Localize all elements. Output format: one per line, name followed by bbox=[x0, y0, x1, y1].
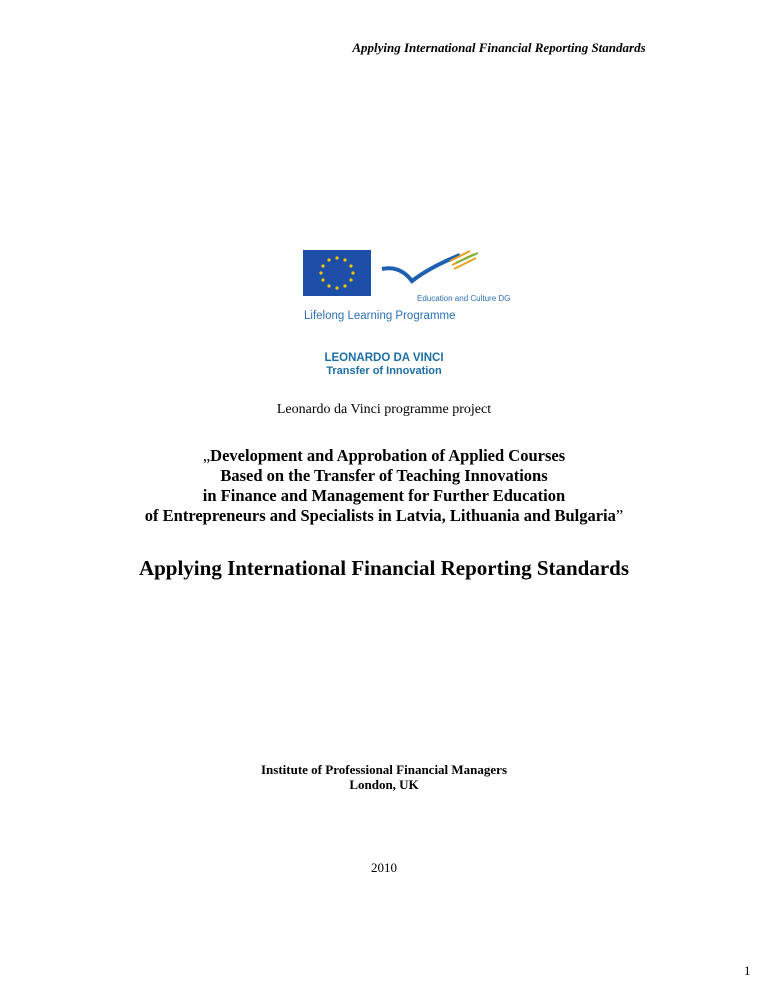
programme-name: LEONARDO DA VINCI bbox=[324, 352, 444, 364]
main-title: Applying International Financial Reporting Standards bbox=[138, 556, 630, 580]
page-number: 1 bbox=[744, 963, 751, 978]
lifelong-learning-logo bbox=[300, 247, 511, 327]
project-title-line-1: „Development and Approbation of Applied Courses bbox=[202, 446, 566, 465]
project-label: Leonardo da Vinci programme project bbox=[276, 402, 492, 417]
project-title-line-3: in Finance and Management for Further Education bbox=[202, 486, 566, 505]
bird-icon bbox=[382, 255, 460, 281]
institution-location: London, UK bbox=[349, 777, 419, 792]
project-title-line-4: of Entrepreneurs and Specialists in Latvia, Lithuania and Bulgaria” bbox=[144, 506, 624, 525]
project-title-line-2: Based on the Transfer of Teaching Innovations bbox=[220, 466, 548, 485]
logo-dg-text: Education and Culture DG bbox=[417, 294, 511, 303]
programme-subtitle: Transfer of Innovation bbox=[326, 365, 442, 377]
institution-name: Institute of Professional Financial Managers bbox=[260, 762, 508, 777]
running-header: Applying International Financial Reporting Standards bbox=[352, 40, 646, 55]
year: 2010 bbox=[371, 860, 397, 875]
logo-programme-text: Lifelong Learning Programme bbox=[304, 310, 456, 322]
